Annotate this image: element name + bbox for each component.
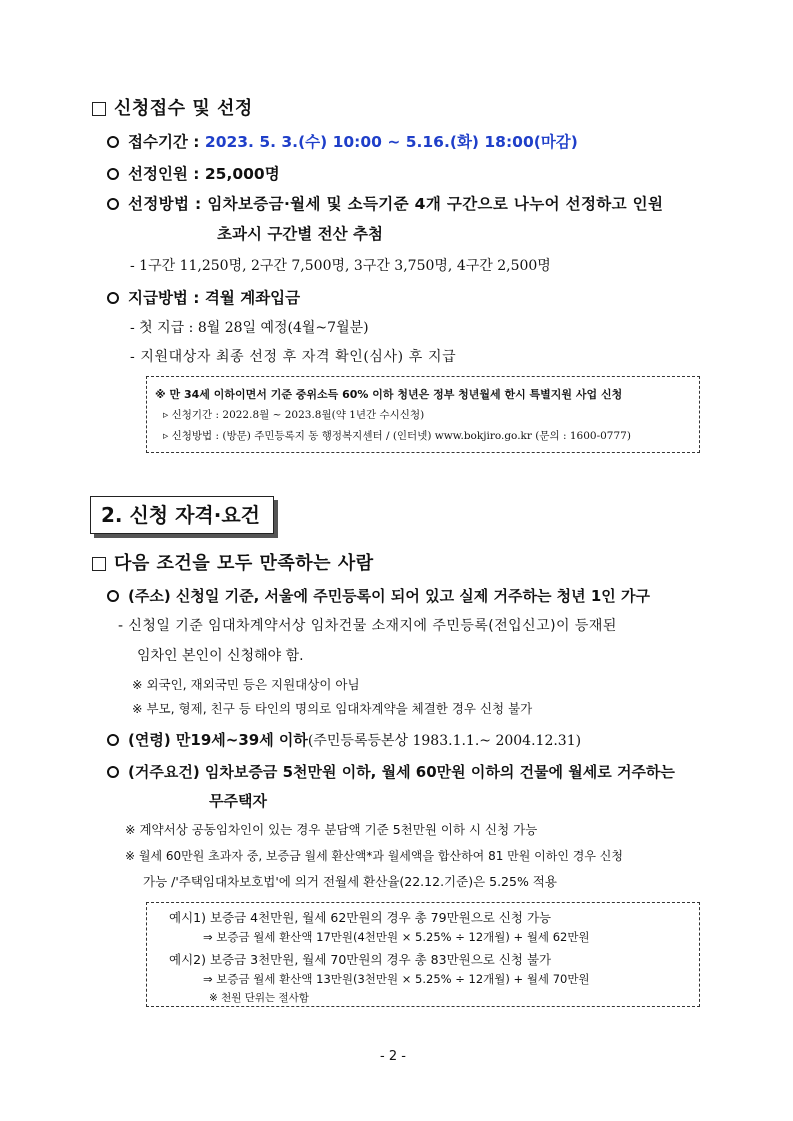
address-requirement	[107, 585, 650, 606]
age-requirement	[107, 729, 581, 750]
circle-bullet-icon	[107, 198, 119, 210]
method-detail: - 1구간 11,250명, 2구간 7,500명, 3구간 3,750명, 4구간 2,500명	[130, 258, 551, 274]
selection-method	[107, 192, 702, 214]
example-1: 예시1) 보증금 4천만원, 월세 62만원의 경우 총 79만원으로 신청 가능	[169, 910, 552, 925]
checkbox-square-icon	[92, 557, 106, 571]
residence-note-2b: 가능 /'주택임대차보호법'에 의거 전월세 환산율(22.12.기준)은 5.25% 적용	[143, 874, 557, 889]
heading-text: 신청접수 및 선정	[114, 98, 253, 119]
circle-bullet-icon	[107, 734, 119, 746]
notice-box	[146, 376, 700, 453]
circle-bullet-icon	[107, 168, 119, 180]
circle-bullet-icon	[107, 292, 119, 304]
notice-line-1: ▹ 신청기간 : 2022.8월 ~ 2023.8월(약 1년간 수시신청)	[163, 409, 425, 421]
method-line-1: 선정방법 : 임차보증금·월세 및 소득기준 4개 구간으로 나누어 선정하고 인원	[128, 195, 664, 213]
section-title: 2. 신청 자격·요건	[101, 503, 260, 527]
circle-bullet-icon	[107, 590, 119, 602]
payment-detail-1: - 첫 지급 : 8월 28일 예정(4월~7월분)	[130, 320, 369, 336]
residence-requirement	[107, 761, 675, 782]
notice-title: ※ 만 34세 이하이면서 기준 중위소득 60% 이하 청년은 정부 청년월세 한시 특별지원 사업 신청	[155, 388, 623, 401]
reception-period	[107, 130, 578, 152]
example-2: 예시2) 보증금 3천만원, 월세 70만원의 경우 총 83만원으로 신청 불가	[169, 952, 552, 967]
payment-method	[107, 286, 300, 308]
section-heading-eligibility	[92, 549, 374, 575]
example-2-calc: ⇒ 보증금 월세 환산액 13만원(3천만원 × 5.25% ÷ 12개월) + 월세 70만원	[203, 972, 590, 986]
page-number: - 2 -	[380, 1049, 406, 1064]
residence-line-1: (거주요건) 임차보증금 5천만원 이하, 월세 60만원 이하의 건물에 월세로 거주하는	[128, 763, 675, 781]
selection-quota	[107, 162, 280, 184]
address-detail-2: 임차인 본인이 신청해야 함.	[137, 648, 304, 664]
section-heading-reception	[92, 94, 253, 120]
example-1-calc: ⇒ 보증금 월세 환산액 17만원(4천만원 × 5.25% ÷ 12개월) + 월세 62만원	[203, 930, 590, 944]
circle-bullet-icon	[107, 136, 119, 148]
reception-value: 2023. 5. 3.(수) 10:00 ~ 5.16.(화) 18:00(마감)	[204, 133, 578, 151]
address-note-2: ※ 부모, 형제, 친구 등 타인의 명의로 임대차계약을 체결한 경우 신청 불가	[132, 701, 533, 716]
reception-label: 접수기간 :	[128, 133, 200, 151]
example-box	[146, 902, 700, 1007]
checkbox-square-icon	[92, 102, 106, 116]
quota-text: 선정인원 : 25,000명	[128, 165, 280, 183]
address-detail-1: - 신청일 기준 임대차계약서상 임차건물 소재지에 주민등록(전입신고)이 등재된	[118, 618, 617, 634]
circle-bullet-icon	[107, 766, 119, 778]
address-note-1: ※ 외국인, 재외국민 등은 지원대상이 아님	[132, 677, 360, 692]
age-rest: (주민등록등본상 1983.1.1.~ 2004.12.31)	[307, 733, 582, 749]
residence-note-2a: ※ 월세 60만원 초과자 중, 보증금 월세 환산액*과 월세액을 합산하여 81 만원 이하인 경우 신청	[125, 849, 623, 863]
address-text: (주소) 신청일 기준, 서울에 주민등록이 되어 있고 실제 거주하는 청년 1인 가구	[128, 587, 650, 605]
heading-text: 다음 조건을 모두 만족하는 사람	[114, 553, 374, 574]
residence-line-2: 무주택자	[209, 792, 267, 810]
payment-detail-2: - 지원대상자 최종 선정 후 자격 확인(심사) 후 지급	[130, 349, 457, 365]
age-bold: (연령) 만19세~39세 이하	[128, 731, 308, 749]
method-line-2: 초과시 구간별 전산 추첨	[217, 225, 383, 243]
residence-note-1: ※ 계약서상 공동임차인이 있는 경우 분담액 기준 5천만원 이하 시 신청 가능	[125, 822, 538, 837]
example-note: ※ 천원 단위는 절사함	[209, 992, 309, 1004]
section-title-box	[90, 496, 274, 534]
notice-line-2: ▹ 신청방법 : (방문) 주민등록지 동 행정복지센터 / (인터넷) www.bokjiro.go.kr (문의 : 1600-0777)	[163, 430, 631, 442]
payment-text: 지급방법 : 격월 계좌입금	[128, 289, 301, 307]
